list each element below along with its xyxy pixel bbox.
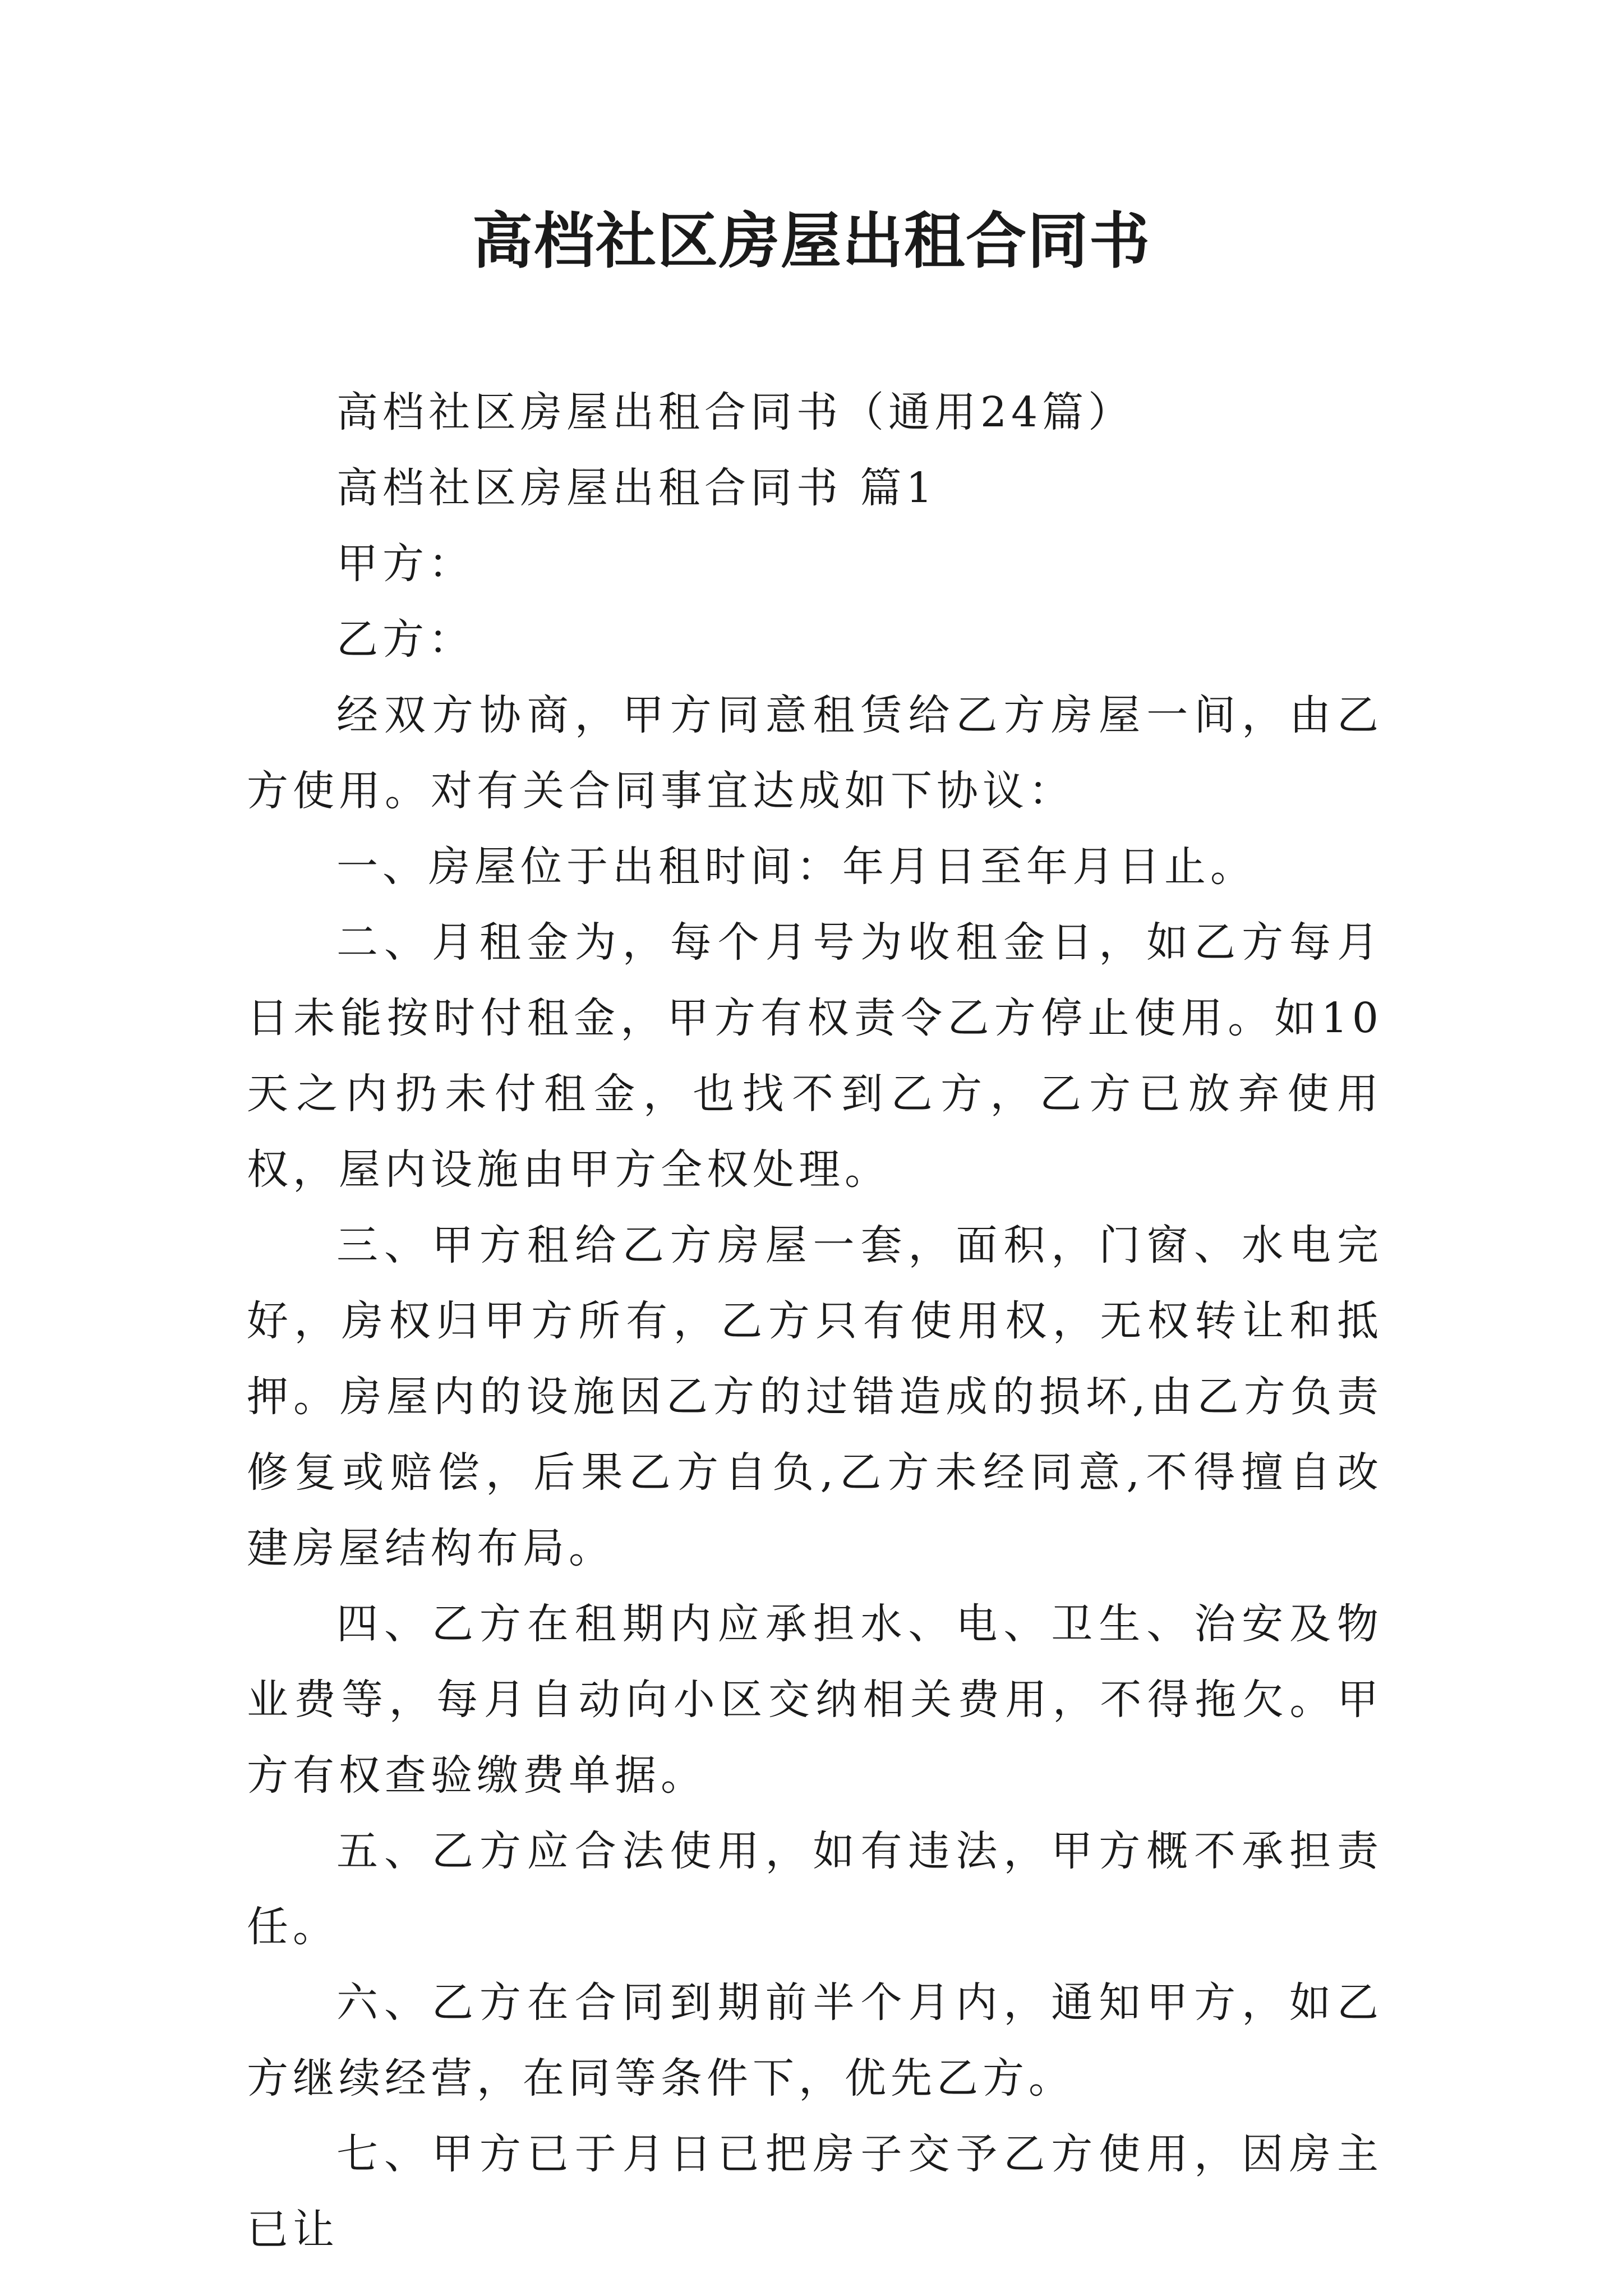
- paragraph-party-b: 乙方：: [336, 615, 474, 664]
- document-title: 高档社区房屋出租合同书: [472, 206, 1151, 277]
- paragraph-clause-2: 二、月租金为，每个月号为收租金日，如乙方每月日未能按时付租金，甲方有权责令乙方停止使用。如10天之内扔未付租金，也找不到乙方，乙方已放弃使用权，屋内设施由甲方全权处理。: [247, 918, 1383, 1194]
- paragraph-clause-7: 七、甲方已于月日已把房子交予乙方使用，因房主已让: [247, 2130, 1383, 2254]
- paragraph-clause-6: 六、乙方在合同到期前半个月内，通知甲方，如乙方继续经营，在同等条件下，优先乙方。: [247, 1978, 1383, 2102]
- paragraph-clause-5: 五、乙方应合法使用，如有违法，甲方概不承担责任。: [247, 1827, 1383, 1951]
- paragraph-clause-4: 四、乙方在租期内应承担水、电、卫生、治安及物业费等，每月自动向小区交纳相关费用，不得拖欠。甲方有权查验缴费单据。: [247, 1600, 1383, 1800]
- paragraph-clause-1: 一、房屋位于出租时间：年月日至年月日止。: [336, 843, 1256, 891]
- paragraph-subtitle: 高档社区房屋出租合同书（通用24篇）: [336, 388, 1135, 436]
- paragraph-party-a: 甲方：: [336, 540, 474, 588]
- document-body: [247, 375, 1383, 2268]
- paragraph-clause-3: 三、甲方租给乙方房屋一套，面积，门窗、水电完好，房权归甲方所有，乙方只有使用权，无权转让和抵押。房屋内的设施因乙方的过错造成的损坏,由乙方负责修复或赔偿，后果乙方自负,乙方未经同意,不得擅自改建房屋结构布局。: [247, 1221, 1383, 1572]
- paragraph-intro: 经双方协商，甲方同意租赁给乙方房屋一间，由乙方使用。对有关合同事宜达成如下协议：: [247, 691, 1383, 815]
- paragraph-section-heading: 高档社区房屋出租合同书 篇1: [336, 464, 937, 512]
